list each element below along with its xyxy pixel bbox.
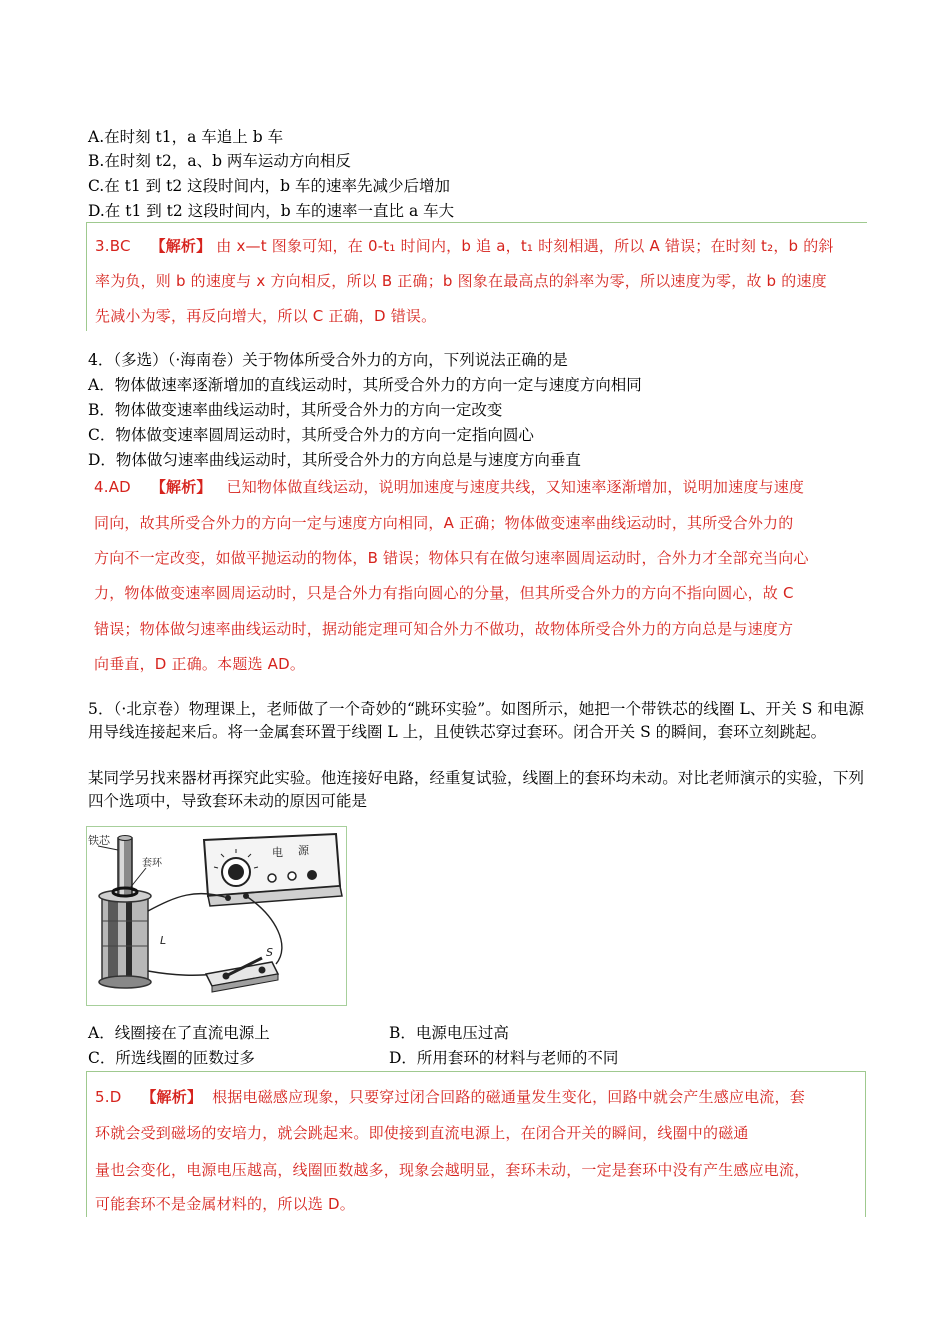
q5-option-c: C．所选线圈的匝数过多 — [88, 1049, 255, 1067]
q4-answer-num: 4.AD — [94, 478, 131, 496]
q3-answer-num: 3.BC — [95, 237, 131, 255]
q4-stem: 4．（多选）（·海南卷）关于物体所受合外力的方向，下列说法正确的是 — [88, 351, 568, 369]
q3-option-b: B.在时刻 t2，a、b 两车运动方向相反 — [88, 152, 351, 170]
q3-answer-line-3: 先减小为零，再反向增大，所以 C 正确，D 错误。 — [95, 307, 437, 325]
q5-answer-line-3: 量也会变化，电源电压越高，线圈匝数越多，现象会越明显，套环未动，一定是套环中没有产生感应电流， — [95, 1161, 810, 1179]
q5-option-a: A．线圈接在了直流电源上 — [88, 1024, 270, 1042]
q4-answer-line-4: 力，物体做变速率圆周运动时，只是合外力有指向圆心的分量，但其所受合外力的方向不指向圆心，故 C — [94, 584, 794, 602]
q5-option-d: D．所用套环的材料与老师的不同 — [389, 1049, 619, 1067]
q4-answer-line-6: 向垂直，D 正确。本题选 AD。 — [94, 655, 306, 673]
label-power-a: 电 — [272, 846, 283, 859]
q4-answer-line-5: 错误；物体做匀速率曲线运动时，据动能定理可知合外力不做功，故物体所受合外力的方向总是与速度方 — [94, 620, 794, 638]
q4-answer-tag: 【解析】 — [150, 478, 212, 496]
power-supply — [204, 834, 342, 906]
q5-answer-tag: 【解析】 — [141, 1088, 203, 1106]
q5-option-b: B．电源电压过高 — [389, 1024, 509, 1042]
q4-answer-line-3: 方向不一定改变，如做平抛运动的物体，B 错误；物体只有在做匀速率圆周运动时，合外力才全部充当向心 — [94, 549, 809, 567]
q4-option-c: C．物体做变速率圆周运动时，其所受合外力的方向一定指向圆心 — [88, 426, 534, 444]
q5-stem-1: 5．（·北京卷）物理课上，老师做了一个奇妙的“跳环实验”。如图所示，她把一个带铁芯的线圈 L、开关 S 和电源用导线连接起来后。将一金属套环置于线圈 L 上，且使铁芯穿过套环。闭合开关 S 的瞬间，套环立刻跳起。 — [88, 700, 864, 741]
label-switch: S — [266, 946, 273, 959]
q3-answer-box — [86, 222, 867, 331]
q4-option-a: A．物体做速率逐渐增加的直线运动时，其所受合外力的方向一定与速度方向相同 — [88, 376, 642, 394]
q4-option-d: D．物体做匀速率曲线运动时，其所受合外力的方向总是与速度方向垂直 — [88, 451, 581, 469]
q3-answer-tag: 【解析】 — [150, 237, 212, 255]
q3-answer-line-2: 率为负，则 b 的速度与 x 方向相反，所以 B 正确；b 图象在最高点的斜率为零，所以速度为零，故 b 的速度 — [95, 272, 827, 290]
q3-option-c: C.在 t1 到 t2 这段时间内，b 车的速率先减少后增加 — [88, 177, 450, 195]
q4-answer-line-2: 同向，故其所受合外力的方向一定与速度方向相同，A 正确；物体做变速率曲线运动时，其所受合外力的 — [94, 514, 794, 532]
jumping-ring-apparatus-figure — [86, 826, 348, 1007]
q5-answer-box — [86, 1071, 866, 1217]
q4-answer-box — [86, 470, 846, 682]
q4-answer-line-1: 4.AD 【解析】 已知物体做直线运动，说明加速度与速度共线，又知速率逐渐增加，说明加速度与速度 — [94, 478, 805, 496]
q5-answer-num: 5.D — [95, 1088, 122, 1106]
q5-answer-line-4: 可能套环不是金属材料的，所以选 D。 — [95, 1195, 355, 1213]
label-coil: L — [160, 934, 167, 947]
coil — [99, 890, 151, 988]
q3-answer-line-1: 3.BC 【解析】 由 x—t 图象可知，在 0-t₁ 时间内，b 追 a，t₁ 时刻相遇，所以 A 错误；在时刻 t₂，b 的斜 — [95, 237, 834, 255]
q5-stem-2: 某同学另找来器材再探究此实验。他连接好电路，经重复试验，线圈上的套环均未动。对比老师演示的实验，下列四个选项中，导致套环未动的原因可能是 — [88, 769, 864, 810]
label-power-b: 源 — [298, 844, 309, 857]
q3-option-d: D.在 t1 到 t2 这段时间内，b 车的速率一直比 a 车大 — [88, 202, 455, 220]
q5-answer-line-1: 5.D 【解析】 根据电磁感应现象，只要穿过闭合回路的磁通量发生变化，回路中就会产生感应电流，套 — [95, 1088, 805, 1106]
q5-answer-line-2: 环就会受到磁场的安培力，就会跳起来。即使接到直流电源上，在闭合开关的瞬间，线圈中的磁通 — [95, 1124, 749, 1142]
q3-option-a: A.在时刻 t1，a 车追上 b 车 — [88, 128, 284, 146]
label-iron-core: 铁芯 — [88, 834, 110, 847]
q4-option-b: B．物体做变速率曲线运动时，其所受合外力的方向一定改变 — [88, 401, 503, 419]
label-ring: 套环 — [142, 858, 162, 869]
